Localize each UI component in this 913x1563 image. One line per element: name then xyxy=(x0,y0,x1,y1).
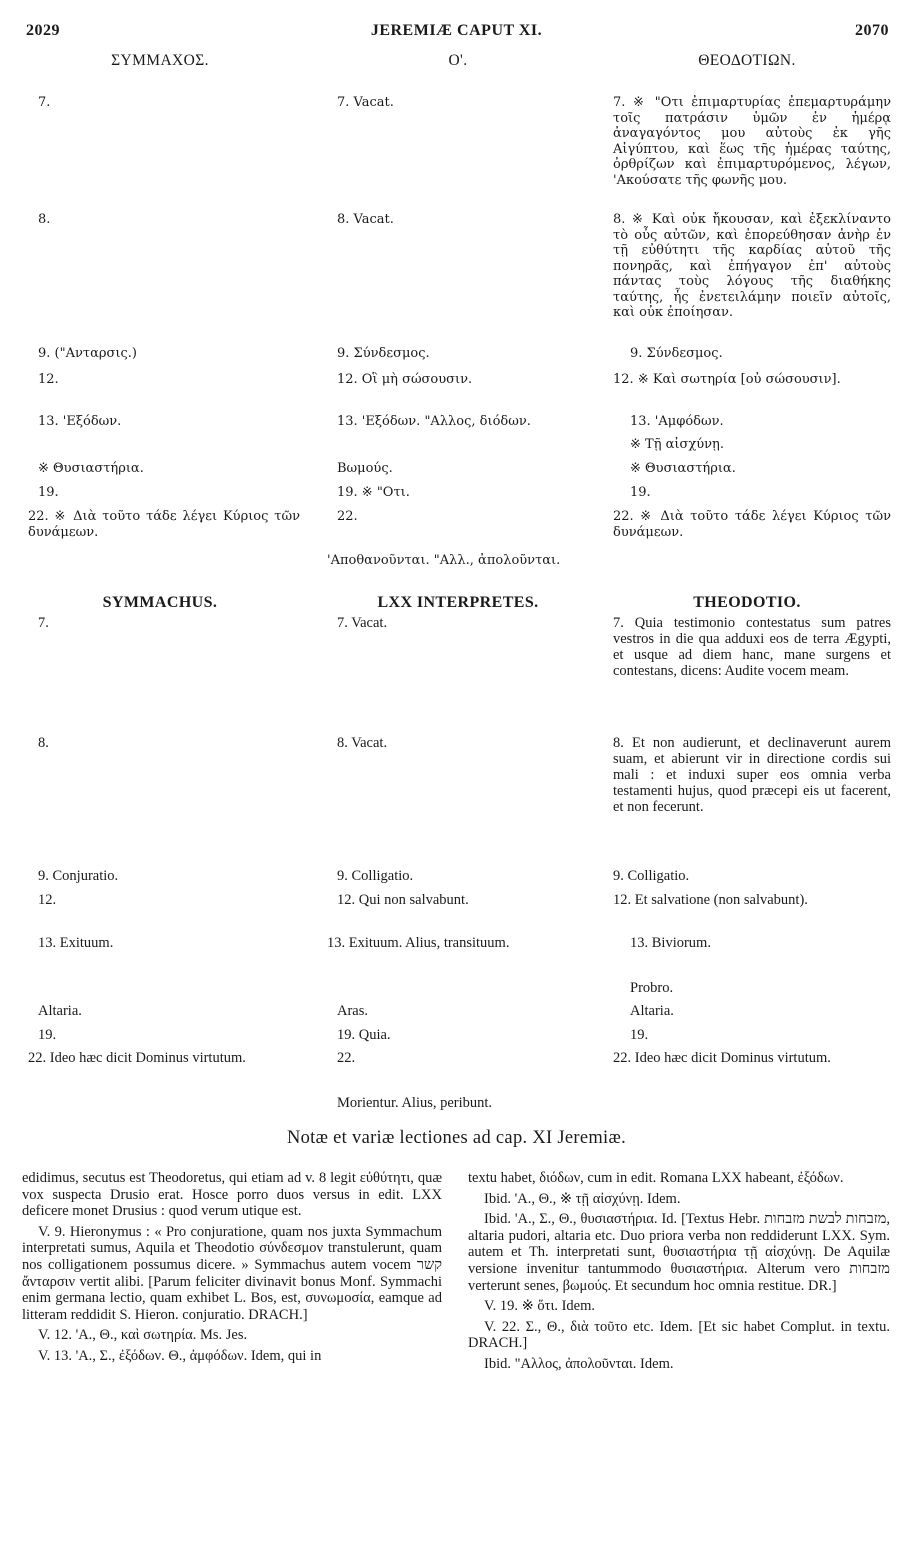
greek-mid-altars: Βωμούς. xyxy=(337,461,393,476)
greek-mid-v12: 12. Οἳ μὴ σώσουσιν. xyxy=(337,372,473,387)
greek-left-v19: 19. xyxy=(38,485,59,500)
latin-right-probro: Probro. xyxy=(630,980,674,996)
notes-title: Notæ et variæ lectiones ad cap. XI Jeremiæ. xyxy=(286,1128,627,1148)
latin-right-v22: 22. Ideo hæc dicit Dominus virtutum. xyxy=(613,1050,831,1066)
greek-right-v7: 7. ※ "Οτι ἐπιμαρτυρίας ἐπεμαρτυράμην τοῖς πατράσιν ὑμῶν ἐν ἡμέρᾳ ἀναγαγόντος μου αὐτοὺς ἐκ γῆς Αἰγύπτου, καὶ ἕως τῆς ἡμέρας ταύτης, ὀρθρίζων καὶ ἐπιμαρτυρόμενος, λέγων, 'Ακούσατε τῆς φωνῆς μου. xyxy=(613,95,891,188)
greek-left-v8: 8. xyxy=(38,212,51,227)
notes-right-column xyxy=(468,1170,890,1377)
greek-left-v13: 13. 'Εξόδων. xyxy=(38,414,122,429)
greek-mid-v13: 13. 'Εξόδων. "Αλλος, διόδων. xyxy=(337,414,531,429)
note-paragraph: textu habet, διόδων, cum in edit. Romana LXX habeant, ἐξόδων. xyxy=(468,1170,844,1186)
greek-head-theodotion: ΘΕΟΔΟΤΙΩΝ. xyxy=(698,52,796,69)
greek-mid-v9: 9. Σύνδεσμος. xyxy=(337,346,430,361)
page-number-left: 2029 xyxy=(26,22,60,39)
latin-head-lxx: LXX INTERPRETES. xyxy=(377,594,539,611)
latin-right-v7: 7. Quia testimonio contestatus sum patres vestros in die qua adduxi eos de terra Ægypti, et usque ad diem hanc, mane surgens et contestans, dicens: Audite vocem meam. xyxy=(613,615,891,679)
note-paragraph: edidimus, secutus est Theodoretus, qui etiam ad v. 8 legit εὐθύτητι, quæ vox suspecta Drusio erat. Hosce porro duos versus in edit. LXX deficere monet Drusius : quod verum utique est. xyxy=(22,1170,442,1220)
latin-left-v9: 9. Conjuratio. xyxy=(38,868,119,884)
page-number-right: 2070 xyxy=(855,22,889,39)
greek-mid-v22: 22. xyxy=(337,509,358,524)
greek-right-v9: 9. Σύνδεσμος. xyxy=(630,346,723,361)
latin-left-v8: 8. xyxy=(38,735,49,751)
notes-left-column xyxy=(22,1170,442,1369)
latin-mid-v22: 22. xyxy=(337,1050,356,1066)
latin-left-v22: 22. Ideo hæc dicit Dominus virtutum. xyxy=(28,1050,246,1066)
latin-left-v7: 7. xyxy=(38,615,49,631)
greek-head-lxx: Ο'. xyxy=(448,52,468,69)
note-paragraph: V. 22. Σ., Θ., διὰ τοῦτο etc. Idem. [Et sic habet Complut. in textu. DRACH.] xyxy=(468,1318,890,1352)
greek-mid-v7: 7. Vacat. xyxy=(337,95,394,110)
latin-right-altars: Altaria. xyxy=(630,1003,674,1019)
greek-mid-v19: 19. ※ "Οτι. xyxy=(337,485,410,500)
latin-mid-altars: Aras. xyxy=(337,1003,369,1019)
latin-right-v9: 9. Colligatio. xyxy=(613,868,690,884)
latin-left-v13: 13. Exituum. xyxy=(38,935,114,951)
greek-left-altars: ※ Θυσιαστήρια. xyxy=(38,461,144,476)
latin-mid-v8: 8. Vacat. xyxy=(337,735,388,751)
note-paragraph: V. 13. 'Α., Σ., ἐξόδων. Θ., ἀμφόδων. Idem, qui in xyxy=(38,1347,322,1364)
greek-left-v9: 9. ("Ανταρσις.) xyxy=(38,346,137,361)
latin-mid-v13: 13. Exituum. Alius, transituum. xyxy=(327,935,510,951)
latin-right-v13: 13. Biviorum. xyxy=(630,935,711,951)
greek-right-shame: ※ Τῇ αἰσχύνῃ. xyxy=(630,437,724,452)
note-paragraph: Ibid. "Αλλος, ἀπολοῦνται. Idem. xyxy=(484,1355,674,1372)
greek-head-symmachus: ΣΥΜΜΑΧΟΣ. xyxy=(111,52,209,69)
greek-left-v12: 12. xyxy=(38,372,59,387)
note-paragraph: V. 12. 'Α., Θ., καὶ σωτηρία. Ms. Jes. xyxy=(38,1327,248,1344)
latin-mid-v22-alt: Morientur. Alius, peribunt. xyxy=(337,1095,493,1111)
latin-left-v19: 19. xyxy=(38,1027,57,1043)
greek-right-v8: 8. ※ Καὶ οὐκ ἤκουσαν, καὶ ἐξεκλίναντο τὸ οὖς αὐτῶν, καὶ ἐπορεύθησαν ἀνὴρ ἐν τῇ εὐθύτητι τῆς καρδίας αὐτοῦ τῆς πονηρᾶς, καὶ ἐπήγαγον ἐπ' αὐτοὺς πάντας τοὺς λόγους τῆς διαθήκης ταύτης, ἧς ἐνετειλάμην ποιεῖν αὐτοῖς, καὶ οὐκ ἐποίησαν. xyxy=(613,212,891,320)
greek-right-v19: 19. xyxy=(630,485,651,500)
greek-right-altars: ※ Θυσιαστήρια. xyxy=(630,461,736,476)
latin-head-theodotio: THEODOTIO. xyxy=(693,594,801,611)
note-paragraph: Ibid. 'Α., Θ., ※ τῇ αἰσχύνῃ. Idem. xyxy=(484,1190,681,1207)
greek-left-v7: 7. xyxy=(38,95,51,110)
greek-right-v22: 22. ※ Διὰ τοῦτο τάδε λέγει Κύριος τῶν δυνάμεων. xyxy=(613,509,891,540)
latin-right-v8: 8. Et non audierunt, et declinaverunt aurem suam, et abierunt vir in directione cordis sui mali : et induxi super eos omnia verba testamenti hujus, quod præcepi eis ut facerent, et non fecerunt. xyxy=(613,735,891,815)
latin-left-v12: 12. xyxy=(38,892,57,908)
latin-right-v12: 12. Et salvatione (non salvabunt). xyxy=(613,892,808,908)
latin-left-altars: Altaria. xyxy=(38,1003,82,1019)
greek-right-v13: 13. 'Αμφόδων. xyxy=(630,414,724,429)
note-paragraph: V. 9. Hieronymus : « Pro conjuratione, quam nos juxta Symmachum interpretati sumus, Aquila et Theodotio σύνδεσμον transtulerunt, quam nos colligationem possumus dicere. » Symmachus autem vocem קשר ἄνταρσιν vertit alibi. [Parum feliciter divinavit bonus Monf. Symmachi enim germana lectio, quam exhibet L. Bos, est, συνωμοσία, eamque ad litteram reddidit S. Hieron. conjuratio. DRACH.] xyxy=(22,1223,442,1323)
greek-mid-v8: 8. Vacat. xyxy=(337,212,394,227)
note-paragraph: Ibid. 'Α., Σ., Θ., θυσιαστήρια. Id. [Textus Hebr. מזבחות לבשת מזבחות, altaria pudori, altaria etc. Duo priora verba non reddiderunt LXX. Sym. autem et Th. interpretati sunt, θυσιαστήρια τῇ αἰσχύνῃ. De Aquilæ versione invenitur tantummodo θυσιαστήρια. Alterum vero מזבחות verterunt senes, βωμούς. Et secundum hoc omnia restitue. DR.] xyxy=(468,1211,891,1294)
latin-mid-v7: 7. Vacat. xyxy=(337,615,388,631)
greek-left-v22: 22. ※ Διὰ τοῦτο τάδε λέγει Κύριος τῶν δυνάμεων. xyxy=(28,509,300,540)
running-title: JEREMIÆ CAPUT XI. xyxy=(370,22,543,39)
latin-right-v19: 19. xyxy=(630,1027,649,1043)
greek-mid-v22-alt: 'Αποθανοῦνται. "Αλλ., ἀπολοῦνται. xyxy=(327,553,561,568)
latin-mid-v12: 12. Qui non salvabunt. xyxy=(337,892,469,908)
latin-head-symmachus: SYMMACHUS. xyxy=(102,594,218,611)
latin-mid-v19: 19. Quia. xyxy=(337,1027,391,1043)
note-paragraph: V. 19. ※ ὅτι. Idem. xyxy=(484,1298,596,1315)
greek-right-v12: 12. ※ Καὶ σωτηρία [οὐ σώσουσιν]. xyxy=(613,372,841,387)
latin-mid-v9: 9. Colligatio. xyxy=(337,868,414,884)
